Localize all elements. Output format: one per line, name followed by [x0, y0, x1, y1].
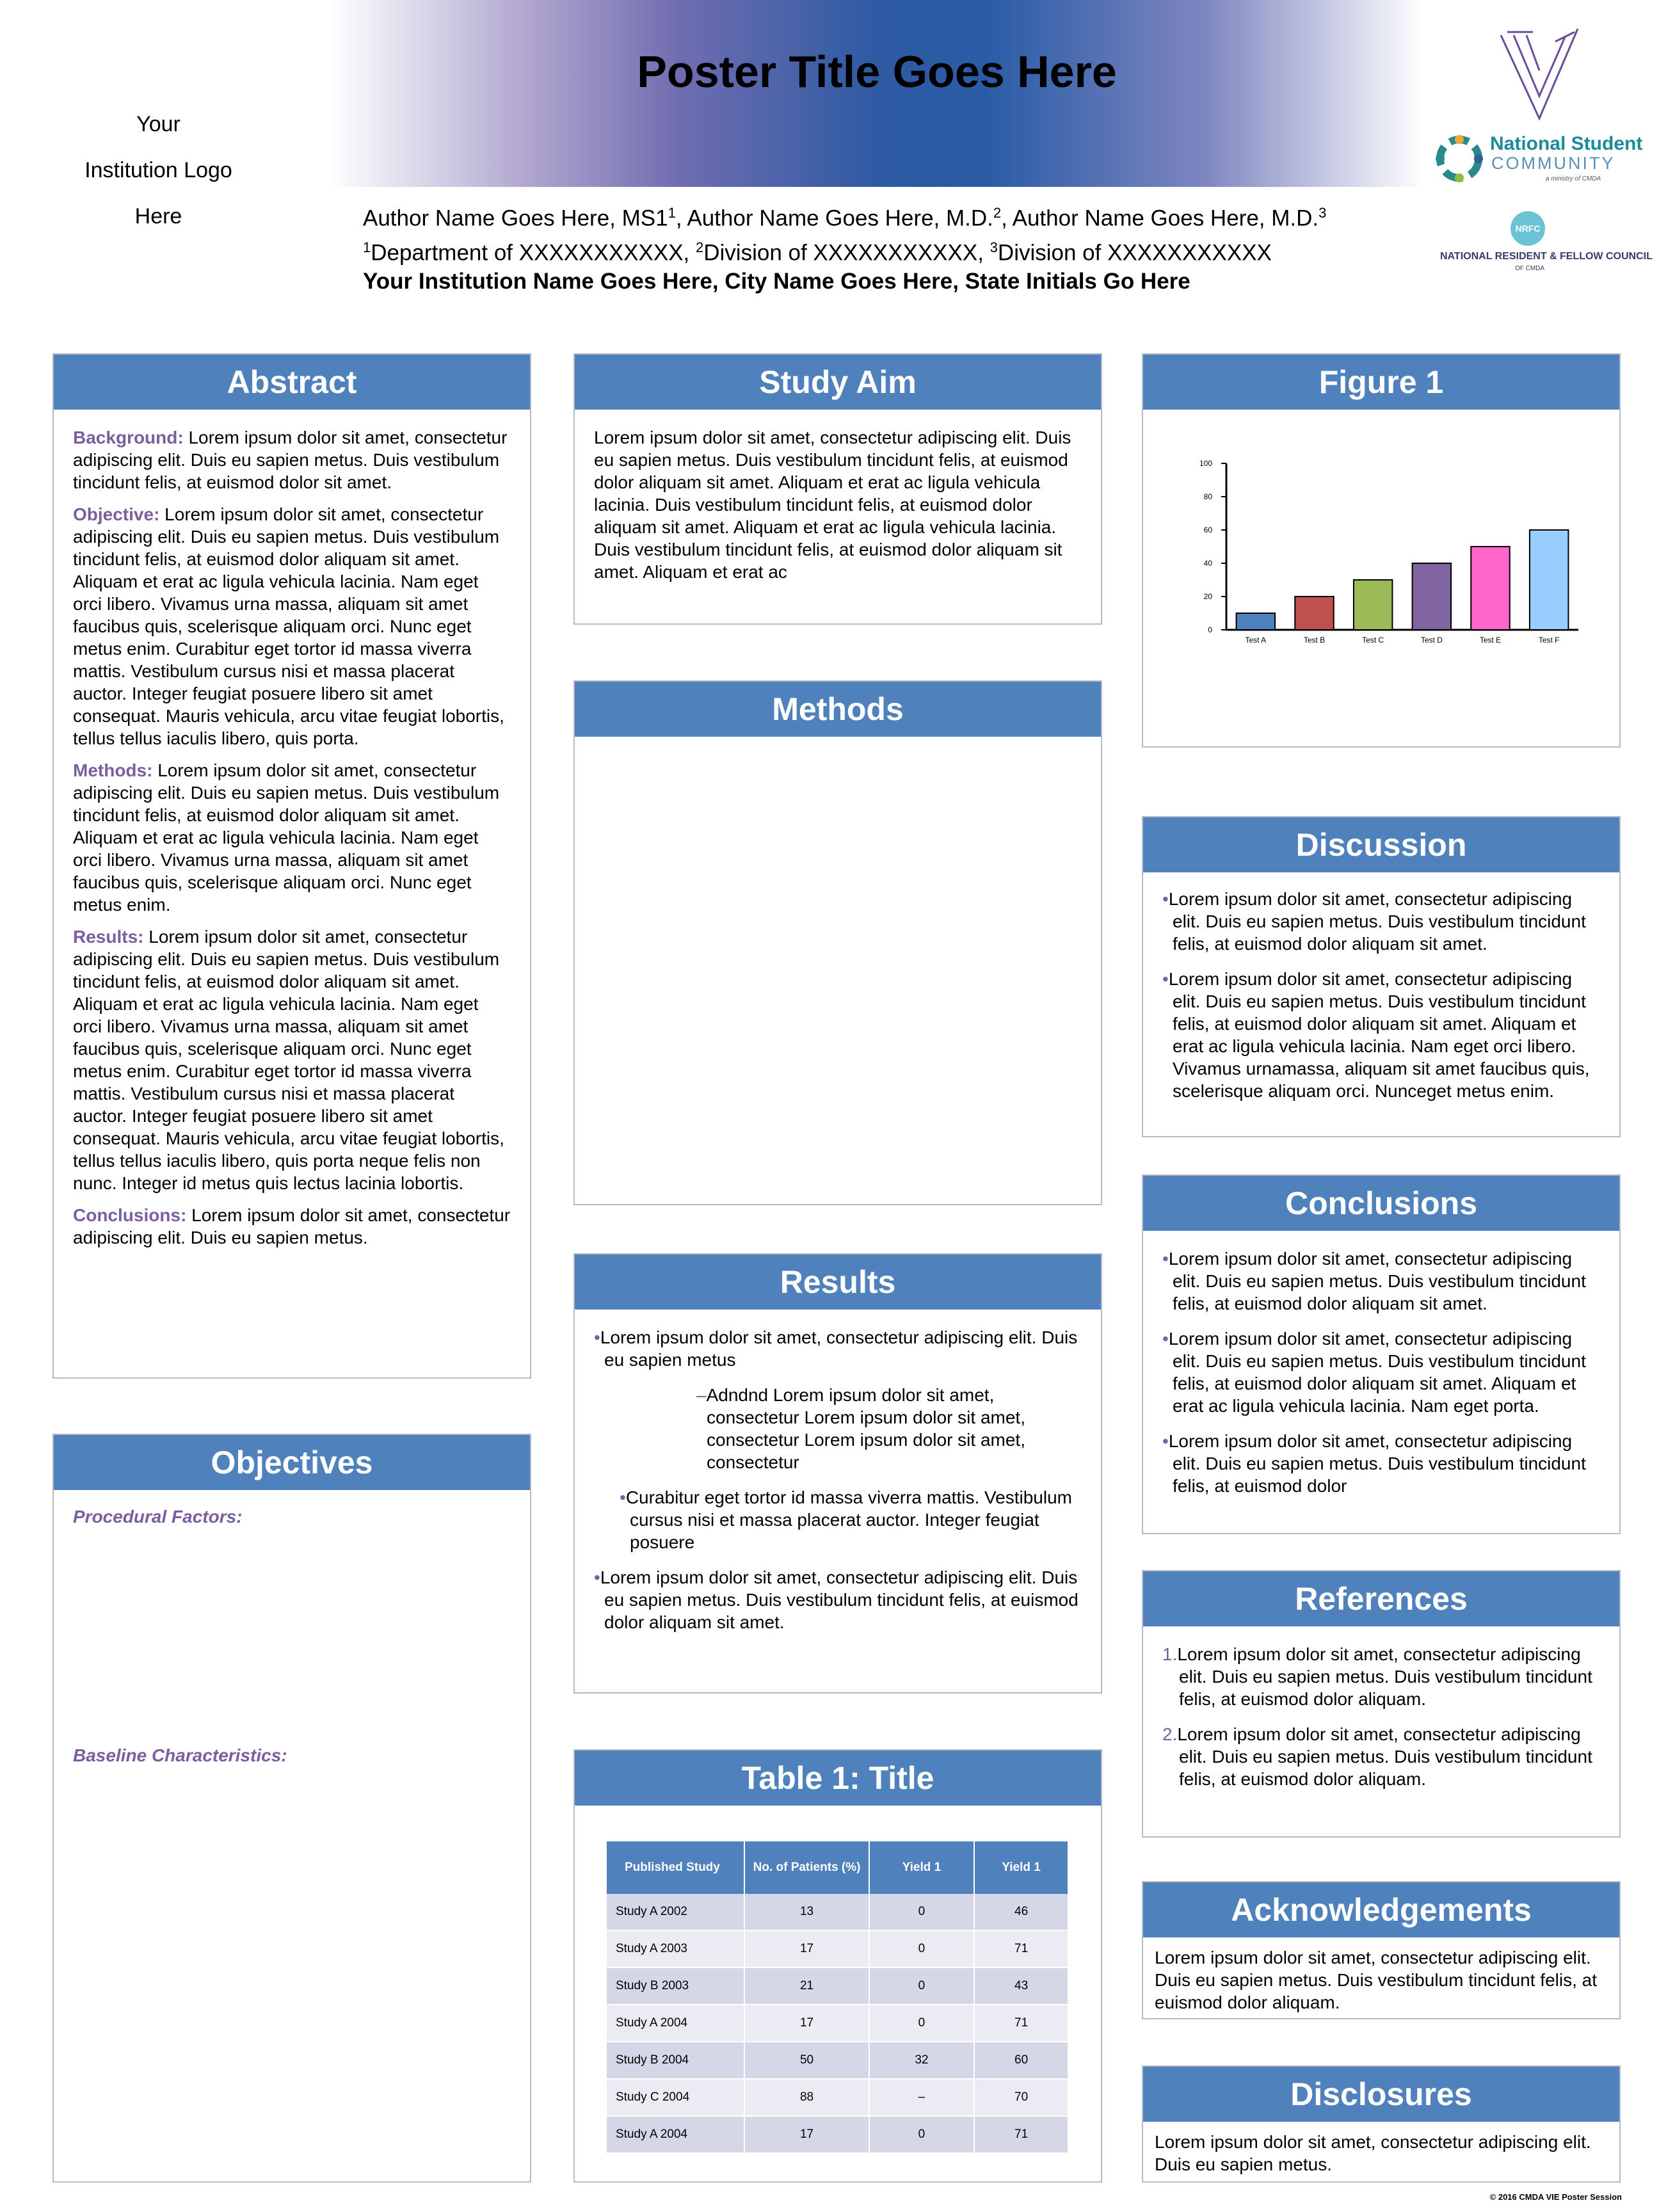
cell: 17 [744, 1930, 869, 1968]
cell: – [869, 2079, 974, 2116]
cell: 71 [974, 1930, 1068, 1968]
reference-item [1162, 1643, 1601, 1710]
cell: Study A 2002 [607, 1894, 744, 1930]
results-label: Results: [73, 927, 144, 947]
nsc-logo-tag: a ministry of CMDA [1546, 175, 1601, 182]
conclusions-label: Conclusions: [73, 1205, 187, 1225]
methods-panel [573, 680, 1102, 1205]
col-yield-1: Yield 1 [869, 1841, 974, 1894]
methods-text: Lorem ipsum dolor sit amet, consectetur adipiscing elit. Duis eu sapien metus. Duis vestibulum tincidunt felis, at euismod dolor aliquam sit amet. Aliquam et erat ac ligula vehicula lacinia. Nam eget orci libero. Vivamus urna massa, aliquam sit amet faucibus quis, scelerisque aliquam orci. Nunc eget metus enim. [73, 760, 500, 915]
background-label: Background: [73, 428, 184, 447]
abstract-conclusions [73, 1204, 512, 1249]
figure1-bar-chart [1182, 451, 1591, 694]
conclusions-body [1162, 1247, 1601, 1510]
nsc-logo-title: National Student [1490, 133, 1643, 154]
cell: 0 [869, 2005, 974, 2042]
bar-test-e [1471, 547, 1510, 630]
abstract-methods [73, 759, 512, 916]
reference-item [1162, 1723, 1601, 1790]
reference-number: 1. [1162, 1644, 1178, 1664]
poster-title: Poster Title Goes Here [637, 47, 1117, 97]
y-tick-label: 0 [1208, 625, 1212, 634]
results-bullet: •Lorem ipsum dolor sit amet, consectetur adipiscing elit. Duis eu sapien metus [594, 1327, 1078, 1370]
nrfc-logo [1440, 211, 1653, 282]
bar-test-c [1354, 580, 1393, 630]
cell: 70 [974, 2079, 1068, 2116]
x-tick-label: Test F [1538, 636, 1560, 645]
nsc-logo [1434, 128, 1643, 186]
discussion-panel [1142, 816, 1621, 1137]
conclusions-bullet-text: Lorem ipsum dolor sit amet, consectetur adipiscing elit. Duis eu sapien metus. Duis vestibulum tincidunt felis, at euismod dolor [1168, 1431, 1586, 1496]
y-tick-label: 40 [1203, 559, 1212, 568]
results-bullet-text: Lorem ipsum dolor sit amet, consectetur adipiscing elit. Duis eu sapien metus. Duis vestibulum tincidunt felis, at euismod dolor aliquam sit amet. [600, 1567, 1078, 1632]
results-sub-bullet-text: Adndnd Lorem ipsum dolor sit amet, consectetur Lorem ipsum dolor sit amet, consectetur Lorem ipsum dolor sit amet, consectetur [706, 1385, 1025, 1472]
background-text: Lorem ipsum dolor sit amet, consectetur adipiscing elit. Duis eu sapien metus. Duis vestibulum tincidunt felis, at euismod dolor sit amet. [73, 428, 508, 492]
bar-test-d [1413, 563, 1452, 630]
cell: Study C 2004 [607, 2079, 744, 2116]
results-heading: Results [575, 1254, 1101, 1310]
aff-2-sup: 2 [696, 239, 704, 255]
aff-3-sup: 3 [990, 239, 998, 255]
y-tick-label: 100 [1199, 459, 1212, 468]
results-sub-bullet-text: Curabitur eget tortor id massa viverra mattis. Vestibulum cursus nisi et massa placerat auctor. Integer feugiat posuere [625, 1487, 1072, 1552]
aff-1-sup: 1 [363, 239, 371, 255]
references-body [1162, 1643, 1601, 1803]
cell: 0 [869, 2116, 974, 2153]
table-row [607, 1968, 1068, 2005]
reference-number: 2. [1162, 1724, 1178, 1744]
abstract-body [73, 426, 512, 1258]
nrfc-badge-icon: NRFC [1511, 211, 1545, 246]
conclusions-bullet: •Lorem ipsum dolor sit amet, consectetur adipiscing elit. Duis eu sapien metus. Duis vestibulum tincidunt felis, at euismod dolor [1162, 1431, 1586, 1496]
results-sub-bullet: –Adndnd Lorem ipsum dolor sit amet, consectetur Lorem ipsum dolor sit amet, consectetur Lorem ipsum dolor sit amet, consectetur [696, 1385, 1025, 1472]
institution-logo-placeholder [45, 101, 272, 239]
x-tick-label: Test D [1420, 636, 1443, 645]
x-tick-label: Test B [1303, 636, 1326, 645]
abstract-heading: Abstract [54, 355, 530, 410]
baseline-characteristics-label: Baseline Characteristics: [73, 1745, 287, 1765]
conclusions-panel [1142, 1174, 1621, 1534]
author-block [363, 198, 1326, 296]
conclusions-bullet-text: Lorem ipsum dolor sit amet, consectetur adipiscing elit. Duis eu sapien metus. Duis vestibulum tincidunt felis, at euismod dolor aliquam sit amet. Aliquam et erat ac ligula vehicula lacinia. Nam eget porta. [1168, 1329, 1586, 1416]
results-panel [573, 1253, 1102, 1694]
table-row [607, 2116, 1068, 2153]
objectives-panel [52, 1434, 531, 2183]
abstract-objective [73, 503, 512, 749]
results-bullet-text: Lorem ipsum dolor sit amet, consectetur adipiscing elit. Duis eu sapien metus [600, 1327, 1078, 1370]
aff-1: Department of XXXXXXXXXXX, [371, 240, 696, 266]
logo-line: Your [136, 112, 180, 136]
study-aim-text: Lorem ipsum dolor sit amet, consectetur adipiscing elit. Duis eu sapien metus. Duis vestibulum tincidunt felis, at euismod dolor aliquam sit amet. Aliquam et erat ac ligula vehicula lacinia. Duis vestibulum tincidunt felis, at euismod dolor aliquam sit amet. Aliquam et erat ac ligula vehicula lacinia. Duis vestibulum tincidunt felis, at euismod dolor aliquam sit amet. Aliquam et erat ac [594, 428, 1071, 582]
acknowledgements-heading: Acknowledgements [1143, 1882, 1619, 1937]
author-3: , Author Name Goes Here, M.D. [1001, 205, 1319, 231]
objectives-heading: Objectives [54, 1435, 530, 1490]
discussion-bullet-text: Lorem ipsum dolor sit amet, consectetur adipiscing elit. Duis eu sapien metus. Duis vestibulum tincidunt felis, at euismod dolor aliquam sit amet. [1168, 889, 1586, 954]
aff-3: Division of XXXXXXXXXXX [997, 240, 1272, 266]
cell: 0 [869, 1930, 974, 1968]
table-row [607, 2005, 1068, 2042]
author-1-sup: 1 [668, 205, 676, 221]
cell: 0 [869, 1894, 974, 1930]
logo-line: Here [134, 204, 182, 228]
y-tick-label: 60 [1203, 525, 1212, 534]
footer-copyright: © 2016 CMDA VIE Poster Session [1489, 2192, 1622, 2202]
conclusions-bullet: •Lorem ipsum dolor sit amet, consectetur adipiscing elit. Duis eu sapien metus. Duis vestibulum tincidunt felis, at euismod dolor aliquam sit amet. Aliquam et erat ac ligula vehicula lacinia. Nam eget porta. [1162, 1329, 1586, 1416]
col-published-study: Published Study [607, 1841, 744, 1894]
col-yield-1b: Yield 1 [974, 1841, 1068, 1894]
cell: Study A 2003 [607, 1930, 744, 1968]
bar-test-f [1530, 530, 1569, 630]
reference-text: Lorem ipsum dolor sit amet, consectetur adipiscing elit. Duis eu sapien metus. Duis vestibulum tincidunt felis, at euismod dolor aliquam. [1177, 1724, 1592, 1789]
y-tick-label: 20 [1203, 592, 1212, 601]
cell: 43 [974, 1968, 1068, 2005]
x-tick-label: Test E [1479, 636, 1502, 645]
institution-line: Your Institution Name Goes Here, City Name Goes Here, State Initials Go Here [363, 269, 1190, 294]
results-text: Lorem ipsum dolor sit amet, consectetur adipiscing elit. Duis eu sapien metus. Duis vestibulum tincidunt felis, at euismod dolor aliquam sit amet. Aliquam et erat ac ligula vehicula lacinia. Nam eget orci libero. Vivamus urna massa, aliquam sit amet faucibus quis, scelerisque aliquam orci. Nunc eget metus enim. Curabitur eget tortor id massa viverra mattis. Vestibulum cursus nisi et massa placerat auctor. Integer feugiat posuere libero sit amet consequat. Mauris vehicula, arcu vitae feugiat lobortis, tellus tellus iaculis libero, quis porta neque felis non nunc. Integer id metus quis lectus lacinia lobortis. [73, 927, 504, 1193]
cell: Study B 2004 [607, 2042, 744, 2079]
disclosures-text: Lorem ipsum dolor sit amet, consectetur adipiscing elit. Duis eu sapien metus. [1155, 2132, 1591, 2174]
nrfc-logo-sub: OF CMDA [1514, 265, 1545, 272]
objective-label: Objective: [73, 504, 160, 524]
cell: 50 [744, 2042, 869, 2079]
conclusions-bullet-text: Lorem ipsum dolor sit amet, consectetur adipiscing elit. Duis eu sapien metus. Duis vestibulum tincidunt felis, at euismod dolor aliquam sit amet. [1168, 1249, 1586, 1313]
nrfc-logo-title: NATIONAL RESIDENT & FELLOW COUNCIL [1440, 251, 1653, 262]
figure1-heading: Figure 1 [1143, 355, 1619, 410]
cell: 13 [744, 1894, 869, 1930]
table-row [607, 1894, 1068, 1930]
nsc-logo-sub: COMMUNITY [1491, 154, 1615, 173]
methods-heading: Methods [575, 682, 1101, 737]
y-tick-label: 80 [1203, 492, 1212, 501]
cell: 17 [744, 2116, 869, 2153]
references-panel [1142, 1570, 1621, 1838]
disclosures-heading: Disclosures [1143, 2067, 1619, 2122]
cell: 21 [744, 1968, 869, 2005]
study-aim-panel [573, 353, 1102, 625]
abstract-results [73, 926, 512, 1194]
methods-label: Methods: [73, 760, 153, 780]
aff-2: Division of XXXXXXXXXXX, [703, 240, 990, 266]
chevron-logo-icon [1495, 26, 1584, 128]
results-sub-bullet: •Curabitur eget tortor id massa viverra mattis. Vestibulum cursus nisi et massa placerat auctor. Integer feugiat posuere [620, 1487, 1072, 1552]
cell: 71 [974, 2116, 1068, 2153]
cell: 0 [869, 1968, 974, 2005]
cell: 71 [974, 2005, 1068, 2042]
discussion-bullet-text: Lorem ipsum dolor sit amet, consectetur adipiscing elit. Duis eu sapien metus. Duis vestibulum tincidunt felis, at euismod dolor aliquam sit amet. Aliquam et erat ac ligula vehicula lacinia. Nam eget orci libero. Vivamus urnamassa, aliquam sit amet faucibus quis, scelerisque aliquam orci. Nunceget metus enim. [1168, 969, 1590, 1101]
author-1: Author Name Goes Here, MS1 [363, 205, 668, 231]
discussion-bullet: •Lorem ipsum dolor sit amet, consectetur adipiscing elit. Duis eu sapien metus. Duis vestibulum tincidunt felis, at euismod dolor aliquam sit amet. Aliquam et erat ac ligula vehicula lacinia. Nam eget orci libero. Vivamus urnamassa, aliquam sit amet faucibus quis, scelerisque aliquam orci. Nunceget metus enim. [1162, 969, 1590, 1101]
table-header-row [607, 1841, 1068, 1894]
cell: 60 [974, 2042, 1068, 2079]
results-bullet: •Lorem ipsum dolor sit amet, consectetur adipiscing elit. Duis eu sapien metus. Duis vestibulum tincidunt felis, at euismod dolor aliquam sit amet. [594, 1567, 1078, 1632]
acknowledgements-panel [1142, 1881, 1621, 2019]
col-no-patients: No. of Patients (%) [744, 1841, 869, 1894]
table-row [607, 1930, 1068, 1968]
figure1-panel [1142, 353, 1621, 748]
table-row [607, 2079, 1068, 2116]
conclusions-text: Lorem ipsum dolor sit amet, consectetur adipiscing elit. Duis eu sapien metus. [73, 1205, 511, 1247]
cell: 17 [744, 2005, 869, 2042]
table-row [607, 2042, 1068, 2079]
study-aim-heading: Study Aim [575, 355, 1101, 410]
acknowledgements-text: Lorem ipsum dolor sit amet, consectetur adipiscing elit. Duis eu sapien metus. Duis vestibulum tincidunt felis, at euismod dolor aliquam. [1155, 1948, 1597, 2012]
references-heading: References [1143, 1571, 1619, 1626]
abstract-panel [52, 353, 531, 1379]
bar-test-a [1237, 613, 1276, 630]
conclusions-heading: Conclusions [1143, 1176, 1619, 1231]
abstract-background [73, 426, 512, 493]
disclosures-panel [1142, 2065, 1621, 2183]
author-2: , Author Name Goes Here, M.D. [675, 205, 993, 231]
cell: 32 [869, 2042, 974, 2079]
table1 [607, 1841, 1069, 2154]
author-names [363, 198, 1326, 233]
discussion-body [1162, 888, 1601, 1115]
table1-heading: Table 1: Title [575, 1751, 1101, 1806]
cell: Study A 2004 [607, 2116, 744, 2153]
results-body [594, 1326, 1083, 1646]
cell: Study B 2003 [607, 1968, 744, 2005]
cell: 88 [744, 2079, 869, 2116]
discussion-bullet: •Lorem ipsum dolor sit amet, consectetur adipiscing elit. Duis eu sapien metus. Duis vestibulum tincidunt felis, at euismod dolor aliquam sit amet. [1162, 889, 1586, 954]
affiliations [363, 233, 1326, 268]
table1-panel [573, 1749, 1102, 2183]
author-3-sup: 3 [1318, 205, 1327, 221]
cell: 46 [974, 1894, 1068, 1930]
objective-text: Lorem ipsum dolor sit amet, consectetur adipiscing elit. Duis eu sapien metus. Duis vestibulum tincidunt felis, at euismod dolor aliquam sit amet. Aliquam et erat ac ligula vehicula lacinia. Nam eget orci libero. Vivamus urna massa, aliquam sit amet faucibus quis, scelerisque aliquam orci. Nunc eget metus enim. Curabitur eget tortor id massa viverra mattis. Vestibulum cursus nisi et massa placerat auctor. Integer feugiat posuere libero sit amet consequat. Mauris vehicula, arcu vitae feugiat lobortis, tellus tellus iaculis libero, quis porta. [73, 504, 504, 748]
logo-line: Institution Logo [84, 158, 232, 182]
discussion-heading: Discussion [1143, 817, 1619, 872]
x-tick-label: Test A [1245, 636, 1267, 645]
author-2-sup: 2 [993, 205, 1002, 221]
cell: Study A 2004 [607, 2005, 744, 2042]
bar-test-b [1295, 597, 1334, 630]
conclusions-bullet: •Lorem ipsum dolor sit amet, consectetur adipiscing elit. Duis eu sapien metus. Duis vestibulum tincidunt felis, at euismod dolor aliquam sit amet. [1162, 1249, 1586, 1313]
reference-text: Lorem ipsum dolor sit amet, consectetur adipiscing elit. Duis eu sapien metus. Duis vestibulum tincidunt felis, at euismod dolor aliquam. [1177, 1644, 1592, 1709]
x-tick-label: Test C [1362, 636, 1384, 645]
community-people-icon [1434, 133, 1485, 184]
procedural-factors-label: Procedural Factors: [73, 1507, 243, 1527]
